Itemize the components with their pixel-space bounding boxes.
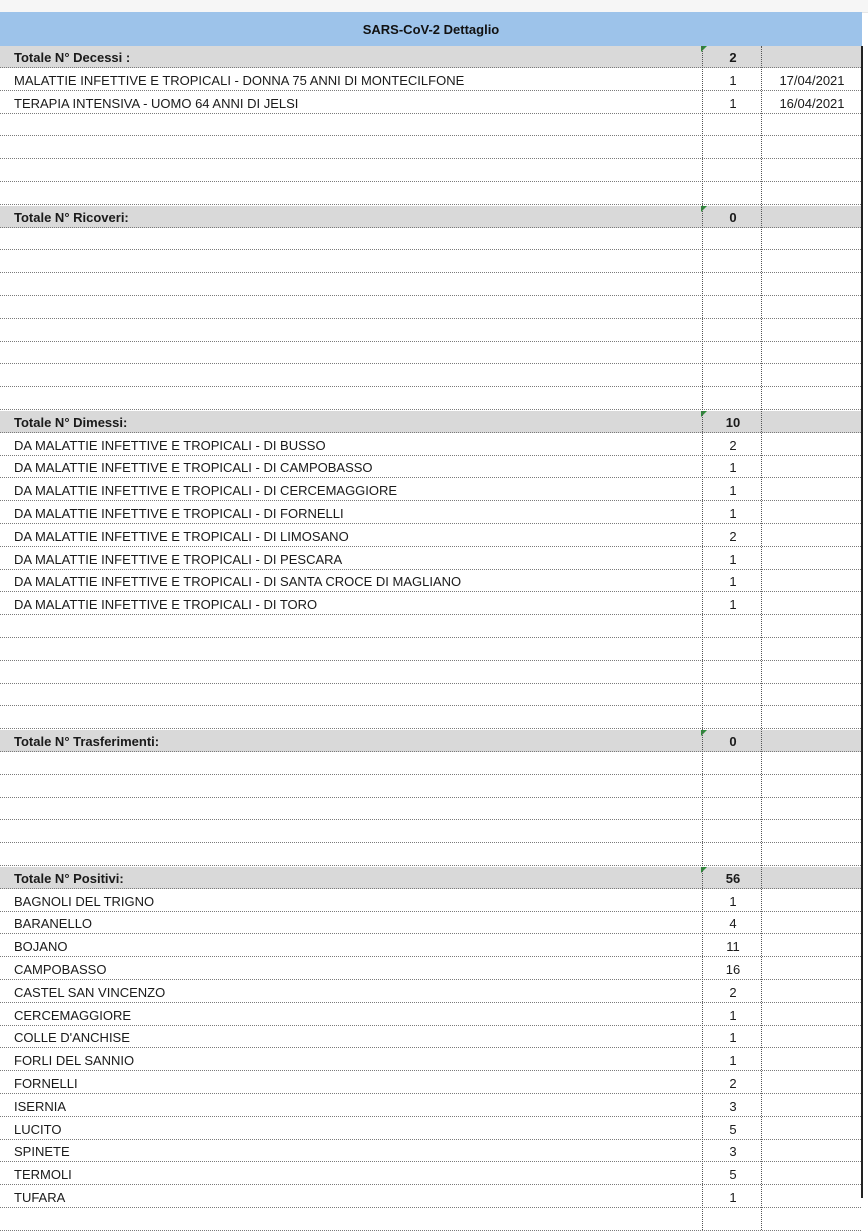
row-count [706, 616, 760, 638]
section-title: Totale N° Positivi: [14, 870, 124, 886]
row-count: 1 [729, 506, 737, 521]
row-date [763, 1004, 861, 1026]
row-count [706, 320, 760, 342]
row-label: DA MALATTIE INFETTIVE E TROPICALI - DI SANTA CROCE DI MAGLIANO [14, 574, 462, 590]
row-date [763, 274, 861, 296]
row-count [706, 388, 760, 410]
row-date [763, 662, 861, 684]
row-count [706, 1209, 760, 1231]
row-date [763, 365, 861, 387]
row-count: 2 [729, 528, 737, 544]
row-count [706, 684, 760, 706]
row-label [14, 753, 699, 775]
empty-row [0, 297, 861, 319]
row-count: 1 [729, 1053, 737, 1069]
row-count [706, 798, 760, 820]
table-row [0, 1049, 861, 1071]
row-label [14, 662, 699, 684]
row-date [763, 46, 861, 68]
row-label: CASTEL SAN VINCENZO [14, 984, 166, 1000]
row-count: 5 [729, 1121, 737, 1137]
row-date [763, 114, 861, 136]
row-count [706, 844, 760, 866]
row-label: DA MALATTIE INFETTIVE E TROPICALI - DI BUSSO [14, 437, 326, 453]
row-count [706, 662, 760, 684]
table-row [0, 548, 861, 570]
row-count: 1 [729, 597, 737, 613]
table-row [0, 1118, 861, 1140]
row-date [763, 206, 861, 228]
empty-row [0, 137, 861, 159]
section-title: Totale N° Decessi : [14, 50, 131, 65]
row-date [763, 1049, 861, 1071]
row-label [14, 137, 699, 159]
row-count: 1 [729, 1190, 737, 1205]
column-divider-value [702, 46, 703, 1230]
row-label: SPINETE [14, 1144, 70, 1160]
row-count [706, 114, 760, 136]
empty-row [0, 821, 861, 843]
section-header-row [0, 867, 861, 889]
row-label [14, 342, 699, 364]
empty-row [0, 798, 861, 820]
row-count: 4 [729, 916, 737, 932]
empty-row [0, 251, 861, 273]
row-count: 2 [729, 1076, 737, 1091]
empty-row [0, 365, 861, 387]
row-count: 1 [729, 893, 737, 909]
row-date [763, 593, 861, 615]
row-label [14, 297, 699, 319]
section-header-row [0, 46, 861, 68]
row-label [14, 798, 699, 820]
row-date [763, 867, 861, 889]
row-count [706, 228, 760, 250]
row-date [763, 525, 861, 547]
row-label: DA MALATTIE INFETTIVE E TROPICALI - DI PESCARA [14, 551, 343, 567]
row-label: CERCEMAGGIORE [14, 1007, 132, 1023]
row-date [763, 411, 861, 433]
row-label [14, 388, 699, 410]
row-count [706, 342, 760, 364]
row-count [706, 251, 760, 273]
table-row [0, 1004, 861, 1026]
row-count [706, 707, 760, 729]
empty-row [0, 639, 861, 661]
row-date [763, 570, 861, 592]
row-label [14, 821, 699, 843]
row-count [706, 297, 760, 319]
row-count: 1 [729, 1007, 737, 1023]
empty-row [0, 160, 861, 182]
row-label: DA MALATTIE INFETTIVE E TROPICALI - DI TORO [14, 597, 318, 613]
section-title: Totale N° Trasferimenti: [14, 734, 160, 749]
table-row [0, 958, 861, 980]
empty-row [0, 662, 861, 684]
section-total: 2 [729, 50, 737, 65]
row-count: 1 [729, 1030, 737, 1046]
row-count: 2 [729, 984, 737, 1000]
section-title: Totale N° Dimessi: [14, 414, 128, 430]
row-count [706, 639, 760, 661]
row-date [763, 183, 861, 205]
row-date [763, 753, 861, 775]
row-date [763, 1072, 861, 1094]
row-label [14, 684, 699, 706]
row-date [763, 798, 861, 820]
table-row [0, 1140, 861, 1162]
row-count: 3 [729, 1098, 737, 1114]
table-row [0, 1026, 861, 1048]
table-row [0, 935, 861, 957]
sheet-title: SARS-CoV-2 Dettaglio [0, 12, 862, 47]
row-label: MALATTIE INFETTIVE E TROPICALI - DONNA 75 ANNI DI MONTECILFONE [14, 72, 465, 88]
row-count: 16 [725, 962, 741, 977]
row-label [14, 616, 699, 638]
row-count: 11 [726, 939, 740, 955]
row-date [763, 684, 861, 706]
row-count: 1 [729, 551, 737, 567]
empty-row [0, 114, 861, 136]
table-row [0, 525, 861, 547]
row-count: 1 [729, 483, 737, 499]
row-label: DA MALATTIE INFETTIVE E TROPICALI - DI LIMOSANO [14, 528, 349, 544]
empty-row [0, 342, 861, 364]
row-date [763, 890, 861, 912]
row-label [14, 274, 699, 296]
row-count: 1 [729, 95, 737, 111]
row-label [14, 639, 699, 661]
section-header-row [0, 411, 861, 433]
row-label: DA MALATTIE INFETTIVE E TROPICALI - DI FORNELLI [14, 506, 344, 521]
row-date [763, 251, 861, 273]
empty-row [0, 183, 861, 205]
row-date [763, 912, 861, 934]
row-count [706, 365, 760, 387]
table-row [0, 1072, 861, 1094]
row-date [763, 1026, 861, 1048]
row-label [14, 251, 699, 273]
section-total: 10 [725, 414, 741, 430]
empty-row [0, 707, 861, 729]
row-label [14, 365, 699, 387]
row-label: LUCITO [14, 1121, 62, 1137]
table-row [0, 570, 861, 592]
empty-row [0, 1209, 861, 1231]
row-date [763, 502, 861, 524]
row-date [763, 730, 861, 752]
row-label: BOJANO [14, 939, 68, 955]
empty-row [0, 616, 861, 638]
row-count: 1 [729, 72, 737, 88]
row-label: FORNELLI [14, 1076, 78, 1091]
row-date: 16/04/2021 [779, 95, 845, 111]
row-label [14, 114, 699, 136]
row-label: COLLE D'ANCHISE [14, 1030, 130, 1046]
row-date [763, 935, 861, 957]
table-row [0, 456, 861, 478]
row-date [763, 479, 861, 501]
row-count: 2 [729, 437, 737, 453]
empty-row [0, 274, 861, 296]
row-date [763, 981, 861, 1003]
section-total: 0 [729, 209, 737, 225]
row-label [14, 707, 699, 729]
row-date [763, 1209, 861, 1231]
row-date [763, 1186, 861, 1208]
empty-row [0, 320, 861, 342]
row-date [763, 958, 861, 980]
row-label: BARANELLO [14, 916, 93, 932]
row-date: 17/04/2021 [779, 72, 845, 88]
row-date [763, 1118, 861, 1140]
table-row [0, 434, 861, 456]
row-date [763, 160, 861, 182]
row-count [706, 821, 760, 843]
section-total: 56 [725, 870, 741, 886]
row-label: BAGNOLI DEL TRIGNO [14, 893, 155, 909]
row-count [706, 274, 760, 296]
row-date [763, 821, 861, 843]
row-label [14, 320, 699, 342]
row-label [14, 844, 699, 866]
row-label: TERMOLI [14, 1167, 72, 1183]
table-row [0, 479, 861, 501]
row-label: TERAPIA INTENSIVA - UOMO 64 ANNI DI JELSI [14, 95, 299, 111]
empty-row [0, 753, 861, 775]
table-row [0, 502, 861, 524]
empty-row [0, 228, 861, 250]
row-date [763, 1140, 861, 1162]
section-total: 0 [729, 734, 737, 749]
row-date [763, 776, 861, 798]
row-date [763, 342, 861, 364]
row-date [763, 707, 861, 729]
row-label [14, 1209, 699, 1231]
row-date [763, 297, 861, 319]
empty-row [0, 388, 861, 410]
empty-row [0, 844, 861, 866]
row-label: DA MALATTIE INFETTIVE E TROPICALI - DI CERCEMAGGIORE [14, 483, 398, 499]
row-date [763, 137, 861, 159]
row-date [763, 639, 861, 661]
row-label: FORLI DEL SANNIO [14, 1053, 135, 1069]
row-count: 3 [729, 1144, 737, 1160]
row-date [763, 1163, 861, 1185]
row-label: ISERNIA [14, 1098, 67, 1114]
row-date [763, 320, 861, 342]
table-row [0, 593, 861, 615]
row-date [763, 1095, 861, 1117]
row-date [763, 548, 861, 570]
row-label [14, 228, 699, 250]
row-date [763, 844, 861, 866]
row-label [14, 160, 699, 182]
section-title: Totale N° Ricoveri: [14, 209, 129, 225]
section-header-row [0, 206, 861, 228]
row-label [14, 183, 699, 205]
row-date [763, 434, 861, 456]
row-count [706, 137, 760, 159]
row-label: DA MALATTIE INFETTIVE E TROPICALI - DI CAMPOBASSO [14, 460, 373, 476]
row-date [763, 228, 861, 250]
row-date [763, 456, 861, 478]
table-row [0, 1163, 861, 1185]
column-divider-date [761, 46, 762, 1230]
table-right-border [861, 46, 863, 1198]
table-row [0, 981, 861, 1003]
empty-row [0, 684, 861, 706]
row-count [706, 776, 760, 798]
row-count: 1 [729, 460, 737, 476]
table-row [0, 69, 861, 91]
row-count: 1 [729, 574, 737, 590]
row-label: TUFARA [14, 1190, 66, 1205]
row-count: 5 [729, 1167, 737, 1183]
table-row [0, 890, 861, 912]
row-label [14, 776, 699, 798]
table-row [0, 92, 861, 114]
row-count [706, 160, 760, 182]
row-label: CAMPOBASSO [14, 962, 107, 977]
row-date [763, 616, 861, 638]
row-date [763, 388, 861, 410]
table-row [0, 912, 861, 934]
table-row [0, 1095, 861, 1117]
section-header-row [0, 730, 861, 752]
empty-row [0, 776, 861, 798]
row-count [706, 753, 760, 775]
row-count [706, 183, 760, 205]
table-row [0, 1186, 861, 1208]
